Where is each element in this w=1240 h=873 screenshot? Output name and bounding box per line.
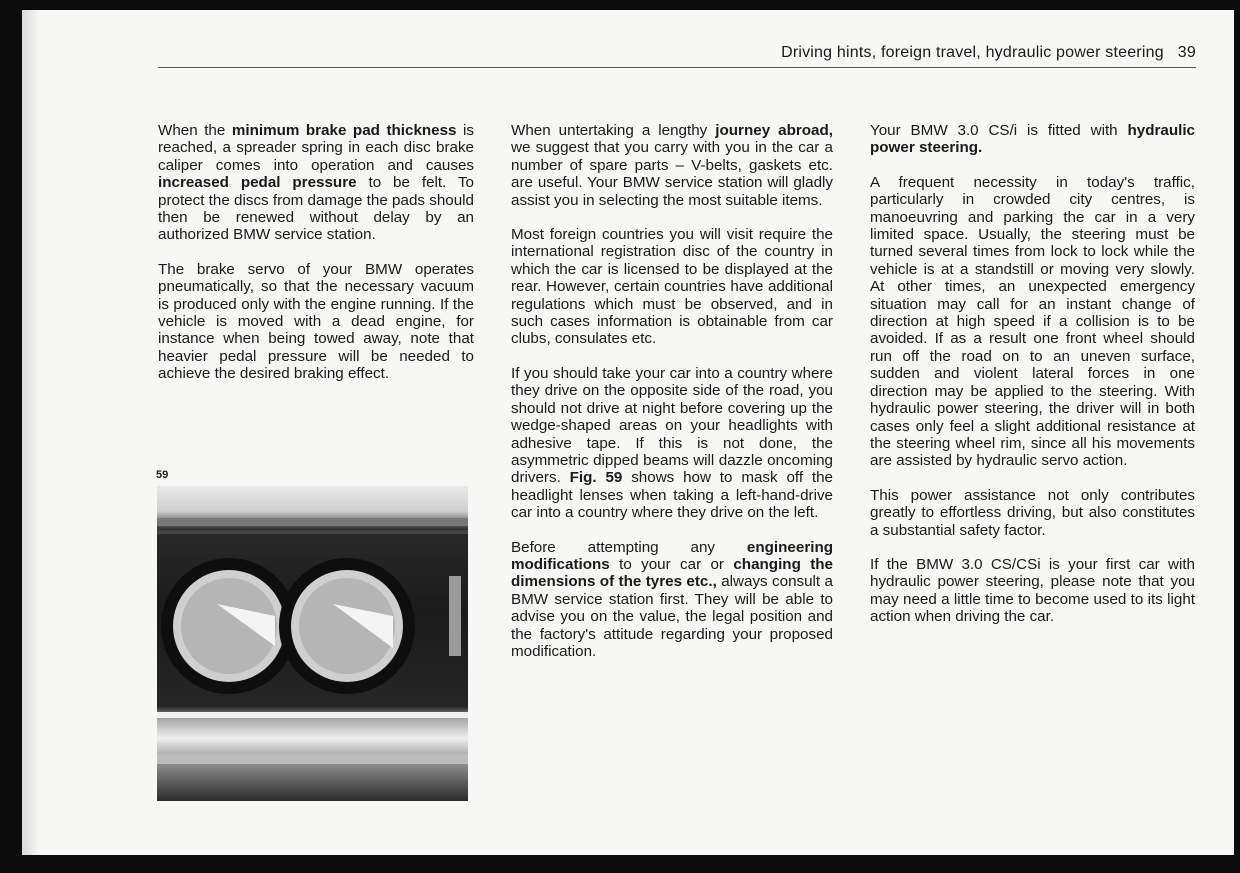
text: If you should take your car into a country where they drive on the opposite side of the road, you should not drive at night before covering up the wedge-shaped areas on your headlights with adhesive tape. If this is not done, the asymmetric dipped beams will dazzle oncoming drivers. xyxy=(511,364,833,487)
running-header xyxy=(0,44,1196,62)
text-column-1 xyxy=(158,122,474,400)
bold-term: engineering modifications xyxy=(511,538,833,573)
bumper-trim xyxy=(157,518,468,526)
headlight-illustration xyxy=(157,486,468,801)
indicator-lamp xyxy=(449,576,461,656)
text: shows how to mask off the headlight lenses when taking a left-hand-drive car into a country where they drive on the left. xyxy=(511,469,834,522)
text-column-3 xyxy=(870,122,1195,643)
paragraph-first-car: If the BMW 3.0 CS/CSi is your first car with hydraulic power steering, please note that you may need a little time to become used to its light action when driving the car. xyxy=(870,555,1195,626)
headlight-photo xyxy=(157,486,468,801)
page-number: 39 xyxy=(1177,44,1196,61)
bold-term: journey abroad, xyxy=(715,122,833,139)
text-column-2 xyxy=(511,122,833,677)
text: Your BMW 3.0 CS/i is fitted with xyxy=(870,122,1128,139)
paragraph-headlights xyxy=(511,365,833,522)
header-rule xyxy=(158,67,1196,68)
figure-reference: Fig. 59 xyxy=(569,469,623,487)
paragraph-brake-servo: The brake servo of your BMW operates pneumatically, so that the necessary vacuum is produced only with the engine running. If the vehicle is moved with a dead engine, for instance when being towed away, note that heavier pedal pressure will be needed to achieve the desired braking effect. xyxy=(158,260,474,383)
text: is reached, a spreader spring in each disc brake caliper comes into operation and causes xyxy=(158,122,475,174)
bold-term: hydraulic power steering. xyxy=(870,122,1195,157)
grille-line xyxy=(157,530,468,534)
page-edge-shadow xyxy=(22,10,40,855)
bumper-chrome-highlight xyxy=(157,712,468,718)
text: Before attempting any xyxy=(511,538,747,556)
bold-term: changing the dimensions of the tyres etc., xyxy=(511,555,833,591)
bold-term: minimum brake pad thickness xyxy=(231,122,457,139)
text: to your car or xyxy=(609,555,734,573)
paragraph-power-steering-intro xyxy=(870,122,1195,157)
paragraph-safety-factor: This power assistance not only contributes greatly to effortless driving, but also constitutes a substantial safety factor. xyxy=(870,486,1195,539)
text: to be felt. To protect the discs from damage the pads should then be renewed without delay by an authorized BMW service station. xyxy=(158,174,474,244)
text: always consult a BMW service station first. They will be able to advise you on the value, the legal position and the factory's attitude regarding your proposed modification. xyxy=(511,573,833,660)
text: When the xyxy=(158,122,232,139)
paragraph-brake-pad xyxy=(158,122,474,244)
figure-label: 59 xyxy=(156,469,169,481)
bumper-lower xyxy=(157,754,468,764)
paragraph-registration: Most foreign countries you will visit require the international registration disc of the country in which the car is licensed to be displayed at the rear. However, certain countries have additional regulations which must be observed, and in such cases information is obtainable from car clubs, consulates etc. xyxy=(511,226,833,348)
paragraph-journey-abroad xyxy=(511,122,833,209)
text: we suggest that you carry with you in the car a number of spare parts – V-belts, gaskets etc. are useful. Your BMW service station will gladly assist you in selecting the most suitable items. xyxy=(511,139,833,209)
paragraph-manoeuvring: A frequent necessity in today's traffic, particularly in crowded city centres, is manoeuvring and parking the car in a very limited space. Usually, the steering must be turned several times from lock to lock while the vehicle is at a standstill or moving very slowly. At other times, an unexpected emergency situation may call for an instant change of direction at high speed if a collision is to be avoided. If as a result one front wheel should run off the road on to an uneven surface, sudden and violent lateral forces in one direction may be applied to the steering. With hydraulic power steering, the driver will in both cases only feel a slight additional resistance at the steering wheel rim, since all his movements are assisted by hydraulic servo action. xyxy=(870,173,1195,470)
header-title: Driving hints, foreign travel, hydraulic power steering xyxy=(781,44,1164,61)
paragraph-modifications xyxy=(511,539,833,661)
bold-term: increased pedal pressure xyxy=(158,174,357,192)
text: When untertaking a lengthy xyxy=(511,122,716,139)
